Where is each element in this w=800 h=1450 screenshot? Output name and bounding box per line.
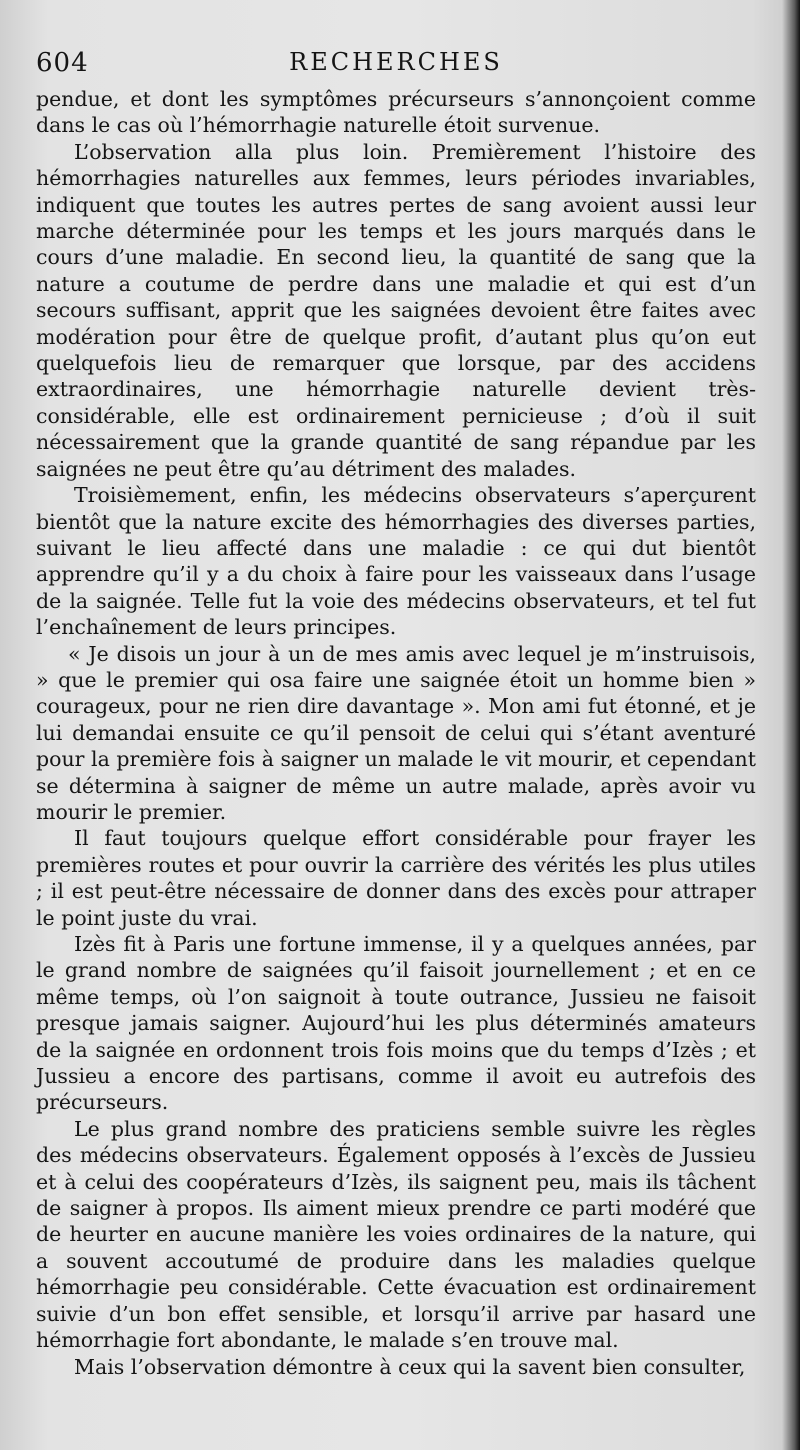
paragraph-observation: L’observation alla plus loin. Premièrement l’histoire des hémorrhagies naturelles aux femmes, leurs périodes invariables, indiquent que toutes les autres pertes de sang avoient aussi leur marche déterminée pour les temps et les jours marqués dans le cours d’une maladie. En second lieu, la quantité de sang que la nature a coutume de perdre dans une maladie et qui est d’un secours suffisant, apprit que les saignées devoient être faites avec modération pour être de quelque profit, d’autant plus qu’on eut quelquefois lieu de remarquer que lorsque, par des accidens extraordinaires, une hémorrhagie naturelle devient très-considérable, elle est ordinairement pernicieuse ; d’où il suit nécessairement que la grande quantité de sang répandue par les saignées ne peut être qu’au détriment des malades. xyxy=(36,139,756,481)
paragraph-praticiens: Le plus grand nombre des praticiens semble suivre les règles des médecins observateurs. Également opposés à l’excès de Jussieu et à celui des coopérateurs d’Izès, ils saignent peu, mais ils tâchent de saigner à propos. Ils aiment mieux prendre ce parti modéré que de heurter en aucune manière les voies ordinaires de la nature, qui a souvent accoutumé de produire dans les maladies quelque hémorrhagie peu considérable. Cette évacuation est ordinairement suivie d’un bon effet sensible, et lorsqu’il arrive par hasard une hémorrhagie fort abondante, le malade s’en trouve mal. xyxy=(36,1116,756,1353)
paragraph-quotation: « Je disois un jour à un de mes amis avec lequel je m’instruisois, » que le premier qui osa faire une saignée étoit un homme bien » courageux, pour ne rien dire davantage ». Mon ami fut étonné, et je lui demandai ensuite ce qu’il pensoit de celui qui s’étant aventuré pour la première fois à saigner un malade le vit mourir, et cependant se détermina à saigner de même un autre malade, après avoir vu mourir le premier. xyxy=(36,641,756,824)
paragraph-final: Mais l’observation démontre à ceux qui la savent bien consulter, xyxy=(74,1354,746,1379)
paragraph-troisiemement: Troisièmement, enfin, les médecins observateurs s’aperçurent bientôt que la nature excite des hémorrhagies des diverses parties, suivant le lieu affecté dans une maladie : ce qui dut bientôt apprendre qu’il y a du choix à faire pour les vaisseaux dans l’usage de la saignée. Telle fut la voie des médecins observateurs, et tel fut l’enchaînement de leurs principes. xyxy=(36,483,756,640)
running-title: RECHERCHES xyxy=(289,48,503,76)
body-text xyxy=(36,86,756,1380)
page-edge-shadow xyxy=(782,0,800,1450)
paragraph-continuation: pendue, et dont les symptômes précurseurs s’annonçoient comme dans le cas où l’hémorrhagie naturelle étoit survenue. xyxy=(36,87,756,138)
page-header xyxy=(36,44,756,84)
page-number: 604 xyxy=(36,48,89,78)
paragraph-izes: Izès fit à Paris une fortune immense, il y a quelques années, par le grand nombre de saignées qu’il faisoit journellement ; et en ce même temps, où l’on saignoit à toute outrance, Jussieu ne faisoit presque jamais saigner. Aujourd’hui les plus déterminés amateurs de la saignée en ordonnent trois fois moins que du temps d’Izès ; et Jussieu a encore des partisans, comme il avoit eu autrefois des précurseurs. xyxy=(36,932,756,1115)
paragraph-effort: Il faut toujours quelque effort considérable pour frayer les premières routes et pour ouvrir la carrière des vérités les plus utiles ; il est peut-être nécessaire de donner dans des excès pour attraper le point juste du vrai. xyxy=(36,826,756,930)
